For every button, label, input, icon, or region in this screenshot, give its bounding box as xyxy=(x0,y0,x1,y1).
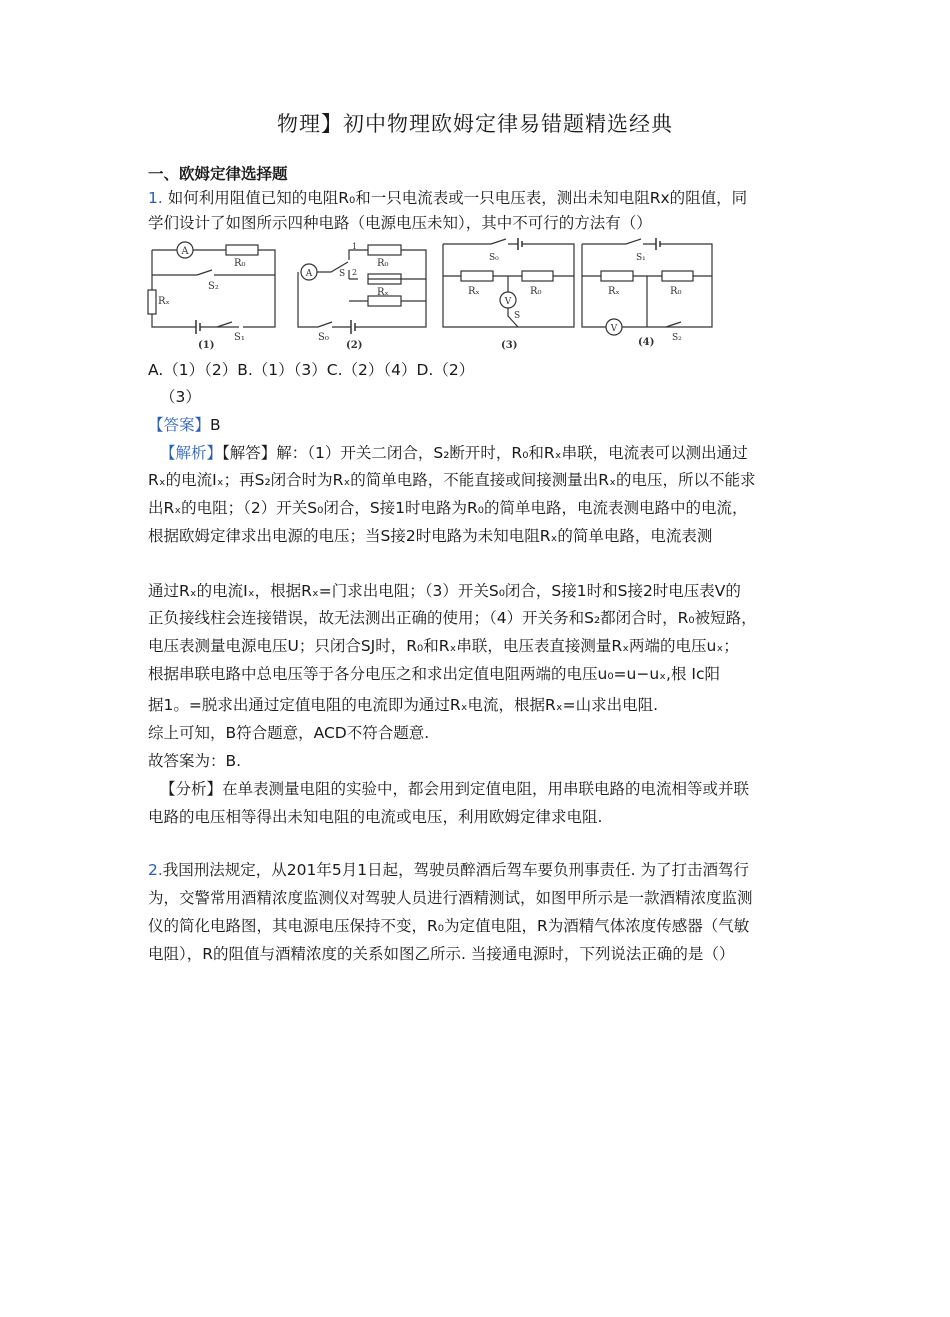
analysis-line-1: Rₓ的电流Iₓ；再S₂闭合时为Rₓ的简单电路，不能直接或间接测量出Rₓ的电压，所以不能求 xyxy=(148,471,756,489)
q1-options-2: （3） xyxy=(160,388,201,406)
analysis-text-0: 【解答】解：（1）开关二闭合，S₂断开时，R₀和Rₓ串联，电流表可以测出通过 xyxy=(222,444,748,462)
q2-line-2: 仪的简化电路图，其电源电压保持不变，R₀为定值电阻，R为酒精气体浓度传感器（气敏 xyxy=(148,917,750,935)
rx-label-2: Rₓ xyxy=(377,287,389,298)
rx-label-3: Rₓ xyxy=(468,286,480,297)
circuit-1-label: (1) xyxy=(198,340,215,350)
analysis-line-6: 电压表测量电源电压U；只闭合SJ时，R₀和Rₓ串联，电压表直接测量Rₓ两端的电压uₓ； xyxy=(148,637,739,655)
r0-label: R₀ xyxy=(234,258,246,269)
circuit-3 xyxy=(443,238,574,350)
analysis-line-0 xyxy=(160,441,748,463)
q1-number: 1. xyxy=(148,189,163,207)
analysis-line-3: 根据欧姆定律求出电源的电压；当S接2时电路为未知电阻Rₓ的简单电路，电流表测 xyxy=(148,527,713,545)
circuit-2 xyxy=(298,242,426,350)
analysis-line-7: 根据串联电路中总电压等于各分电压之和求出定值电阻两端的电压u₀=u−uₓ,根 Ic阳 xyxy=(148,665,720,683)
rx-label-4: Rₓ xyxy=(608,286,620,297)
section-heading: 一、欧姆定律选择题 xyxy=(148,165,288,183)
s1-label-4: S₁ xyxy=(636,253,646,263)
s1-label: S₁ xyxy=(234,332,245,343)
analysis-line-4: 通过Rₓ的电流Iₓ，根据Rₓ=门求出电阻；（3）开关S₀闭合，S接1时和S接2时电压表V的 xyxy=(148,582,741,600)
answer-value: B xyxy=(210,416,221,434)
q2-line-3: 电阻），R的阻值与酒精浓度的关系如图乙所示. 当接通电源时，下列说法正确的是（） xyxy=(148,945,735,963)
s2-label-4: S₂ xyxy=(672,333,682,343)
q1-answer xyxy=(148,413,221,435)
ammeter-label: A xyxy=(181,246,189,257)
analysis-line-9: 综上可知，B符合题意，ACD不符合题意. xyxy=(148,724,430,742)
ammeter-label-2: A xyxy=(305,269,313,279)
analysis-line-10: 故答案为：B. xyxy=(148,752,242,770)
s2-label: S₂ xyxy=(208,281,219,292)
circuit-figure xyxy=(146,238,721,354)
q2-line-0 xyxy=(148,858,749,880)
page-title: 物理】初中物理欧姆定律易错题精选经典 xyxy=(277,112,673,136)
s-label-3: S xyxy=(514,311,521,321)
circuit-4-label: (4) xyxy=(638,337,655,348)
q1-text-2: 学们设计了如图所示四种电路（电源电压未知），其中不可行的方法有（） xyxy=(148,214,652,232)
circuit-2-label: (2) xyxy=(346,340,363,350)
s-label-2: S xyxy=(339,269,346,279)
r0-label-3: R₀ xyxy=(530,286,542,297)
pos-2-label-2: 2 xyxy=(352,268,358,277)
r0-label-2: R₀ xyxy=(377,258,389,269)
pos-1-label-2: 1 xyxy=(352,242,358,251)
circuit-1 xyxy=(148,242,275,350)
q1-line-1 xyxy=(148,186,747,208)
q2-text-0: 我国刑法规定，从201年5月1日起，驾驶员醉酒后驾车要负刑事责任. 为了打击酒驾行 xyxy=(162,861,749,879)
circuit-3-label: (3) xyxy=(501,340,518,350)
rx-label: Rₓ xyxy=(158,296,170,307)
summary-line-1: 电路的电压相等得出未知电阻的电流或电压，利用欧姆定律求电阻. xyxy=(148,808,603,826)
summary-line-0: 【分析】在单表测量电阻的实验中，都会用到定值电阻，用串联电路的电流相等或并联 xyxy=(160,780,750,798)
q1-text-1: 如何利用阻值已知的电阻R₀和一只电流表或一只电压表，测出未知电阻Rx的阻值，同 xyxy=(167,189,748,207)
r0-label-4: R₀ xyxy=(670,286,682,297)
voltmeter-label-3: V xyxy=(504,297,512,307)
q2-number: 2. xyxy=(148,861,163,879)
s0-label-3: S₀ xyxy=(489,253,499,263)
s0-label-2: S₀ xyxy=(318,332,329,343)
analysis-line-2: 出Rₓ的电阻；（2）开关S₀闭合，S接1时电路为R₀的简单电路，电流表测电路中的电流， xyxy=(148,499,748,517)
q1-options-1: A.（1）（2）B.（1）（3）C.（2）（4）D.（2） xyxy=(148,361,475,379)
analysis-label: 【解析】 xyxy=(160,444,223,462)
analysis-line-8: 据1。=脱求出通过定值电阻的电流即为通过Rₓ电流，根据Rₓ=山求出电阻. xyxy=(148,696,659,714)
analysis-line-5: 正负接线柱会连接错误，故无法测出正确的使用；（4）开关务和S₂都闭合时，R₀被短路， xyxy=(148,609,757,627)
answer-label: 【答案】 xyxy=(148,416,211,434)
voltmeter-label-4: V xyxy=(610,324,618,334)
circuit-4 xyxy=(582,238,712,348)
q2-line-1: 为，交警常用酒精浓度监测仪对驾驶人员进行酒精测试，如图甲所示是一款酒精浓度监测 xyxy=(148,889,753,907)
